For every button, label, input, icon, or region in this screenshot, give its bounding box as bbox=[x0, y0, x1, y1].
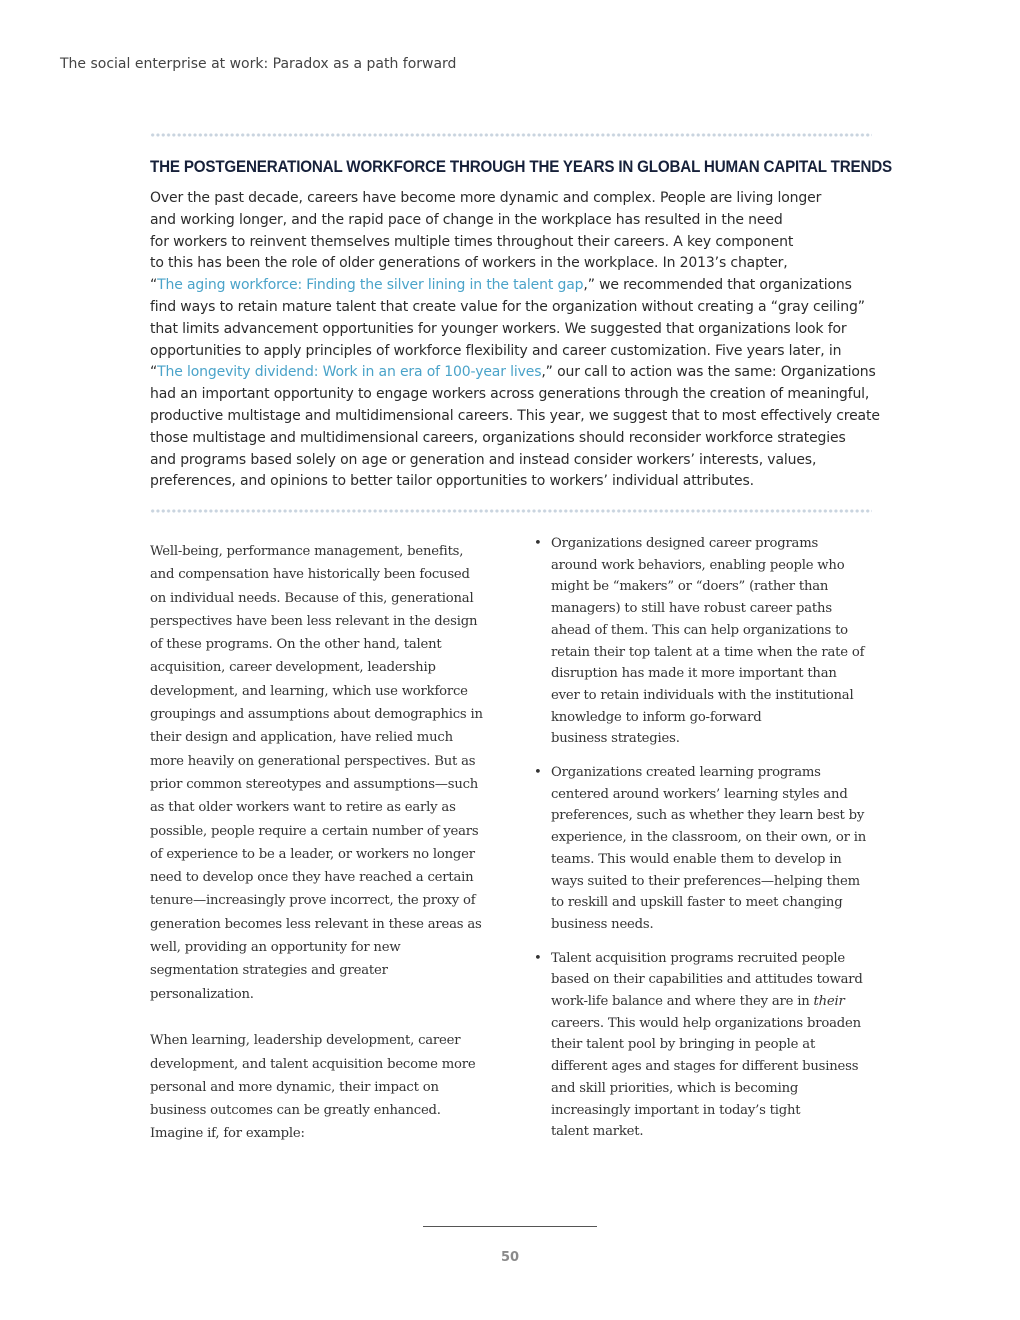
bullet-line: ever to retain individuals with the institutional bbox=[551, 687, 854, 703]
sidebar-line: preferences, and opinions to better tailor opportunities to workers’ individual attributes. bbox=[150, 473, 754, 490]
bullet-line: retain their top talent at a time when the rate of bbox=[551, 644, 865, 660]
sidebar-line: productive multistage and multidimensional careers. This year, we suggest that to most effectively create bbox=[150, 407, 880, 424]
body-line: generation becomes less relevant in these areas as bbox=[150, 916, 482, 932]
bullet-line: Organizations designed career programs bbox=[551, 536, 819, 551]
body-line: possible, people require a certain number of years bbox=[150, 823, 479, 839]
quote-open: “ bbox=[150, 277, 158, 294]
body-line: acquisition, career development, leadership bbox=[150, 660, 436, 676]
left-paragraph-2 bbox=[150, 1029, 490, 1145]
paragraph-gap bbox=[150, 1006, 490, 1029]
bullet-line: talent market. bbox=[551, 1124, 644, 1140]
body-line: of experience to be a leader, or workers no longer bbox=[150, 846, 475, 862]
bullet-line: disruption has made it more important than bbox=[551, 666, 837, 682]
body-line: perspectives have been less relevant in the design bbox=[150, 613, 478, 629]
quote-open: “ bbox=[150, 364, 158, 381]
body-line: as that older workers want to retire as early as bbox=[150, 800, 456, 816]
sidebar-top-divider bbox=[150, 133, 872, 137]
body-line: business outcomes can be greatly enhanced. bbox=[150, 1103, 441, 1119]
longevity-dividend-link[interactable]: The longevity dividend: Work in an era of 100-year lives bbox=[157, 364, 542, 381]
page-number: 50 bbox=[500, 1250, 520, 1265]
body-line: development, and talent acquisition become more bbox=[150, 1056, 476, 1072]
body-line: need to develop once they have reached a certain bbox=[150, 870, 474, 886]
body-line: of these programs. On the other hand, talent bbox=[150, 637, 442, 653]
body-line: Well-being, performance management, benefits, bbox=[150, 544, 464, 559]
bullet-line: business needs. bbox=[551, 916, 654, 932]
sidebar-line: and working longer, and the rapid pace of change in the workplace has resulted in the need bbox=[150, 211, 783, 228]
body-line: and compensation have historically been focused bbox=[150, 567, 470, 583]
sidebar-line: had an important opportunity to engage workers across generations through the creation of meaningful, bbox=[150, 386, 870, 403]
bullet-text: work-life balance and where they are in bbox=[551, 994, 814, 1010]
sidebar-line: Over the past decade, careers have become more dynamic and complex. People are living longer bbox=[150, 190, 822, 206]
body-line: more heavily on generational perspectives. But as bbox=[150, 753, 476, 769]
body-line: personal and more dynamic, their impact on bbox=[150, 1079, 439, 1095]
bullet-line: careers. This would help organizations broaden bbox=[551, 1015, 861, 1031]
sidebar-line: that limits advancement opportunities for younger workers. We suggested that organizations look for bbox=[150, 320, 847, 337]
body-line: personalization. bbox=[150, 986, 254, 1002]
body-line: groupings and assumptions about demographics in bbox=[150, 707, 483, 723]
bullet-line: around work behaviors, enabling people who bbox=[551, 557, 845, 573]
running-header-title: The social enterprise at work: Paradox as a path forward bbox=[60, 56, 457, 72]
bullet-line: and skill priorities, which is becoming bbox=[551, 1080, 799, 1096]
bullet-line: business strategies. bbox=[551, 731, 680, 747]
bullet-item-career-programs bbox=[534, 533, 874, 750]
footer-divider bbox=[423, 1226, 597, 1227]
body-line: tenure—increasingly prove incorrect, the proxy of bbox=[150, 893, 476, 909]
body-line: When learning, leadership development, career bbox=[150, 1033, 461, 1049]
left-paragraph-1 bbox=[150, 540, 490, 1006]
sidebar-line: and programs based solely on age or generation and instead consider workers’ interests, values, bbox=[150, 451, 817, 468]
bullet-line: increasingly important in today’s tight bbox=[551, 1102, 801, 1118]
bullet-item-learning-programs bbox=[534, 762, 874, 936]
body-line: segmentation strategies and greater bbox=[150, 963, 388, 979]
bullet-line: based on their capabilities and attitudes toward bbox=[551, 972, 863, 988]
bullet-line: experience, in the classroom, on their own, or in bbox=[551, 830, 867, 846]
right-column-bullet-list bbox=[534, 533, 874, 1155]
bullet-line bbox=[551, 991, 874, 1013]
bullet-icon: • bbox=[534, 765, 542, 781]
sidebar-line: for workers to reinvent themselves multiple times throughout their careers. A key component bbox=[150, 233, 794, 250]
sidebar-line: opportunities to apply principles of workforce flexibility and career customization. Five years later, in bbox=[150, 342, 842, 359]
body-line: on individual needs. Because of this, generational bbox=[150, 590, 474, 606]
sidebar-title: THE POSTGENERATIONAL WORKFORCE THROUGH THE YEARS IN GLOBAL HUMAN CAPITAL TRENDS bbox=[150, 158, 892, 176]
bullet-line: their talent pool by bringing in people at bbox=[551, 1037, 816, 1053]
sidebar-line-with-link bbox=[150, 362, 876, 384]
body-line: Imagine if, for example: bbox=[150, 1126, 305, 1142]
bullet-line: managers) to still have robust career paths bbox=[551, 601, 832, 617]
sidebar-line-with-link bbox=[150, 275, 872, 297]
bullet-line: teams. This would enable them to develop in bbox=[551, 851, 842, 867]
bullet-line: might be “makers” or “doers” (rather than bbox=[551, 579, 829, 595]
bullet-line: centered around workers’ learning styles and bbox=[551, 786, 848, 802]
left-column bbox=[150, 540, 490, 1146]
sidebar-text: ,” our call to action was the same: Organizations bbox=[541, 364, 876, 381]
sidebar-bottom-divider bbox=[150, 509, 872, 513]
bullet-line: ahead of them. This can help organizations to bbox=[551, 622, 848, 638]
aging-workforce-link[interactable]: The aging workforce: Finding the silver lining in the talent gap bbox=[157, 277, 584, 294]
bullet-item-talent-acquisition bbox=[534, 948, 874, 1143]
bullet-line: Organizations created learning programs bbox=[551, 765, 821, 781]
bullet-line: different ages and stages for different business bbox=[551, 1059, 859, 1075]
body-line: well, providing an opportunity for new bbox=[150, 940, 401, 956]
bullet-line: preferences, such as whether they learn best by bbox=[551, 808, 865, 824]
bullet-line: to reskill and upskill faster to meet changing bbox=[551, 895, 843, 911]
body-line: their design and application, have relied much bbox=[150, 730, 453, 746]
sidebar-line: to this has been the role of older generations of workers in the workplace. In 2013’s chapter, bbox=[150, 255, 788, 272]
italic-emphasis: their bbox=[813, 994, 845, 1010]
bullet-icon: • bbox=[534, 950, 542, 966]
sidebar-line: those multistage and multidimensional careers, organizations should reconsider workforce strategies bbox=[150, 429, 846, 446]
bullet-icon: • bbox=[534, 536, 542, 551]
body-line: development, and learning, which use workforce bbox=[150, 683, 468, 699]
bullet-line: knowledge to inform go-forward bbox=[551, 709, 762, 725]
body-line: prior common stereotypes and assumptions—such bbox=[150, 776, 479, 792]
sidebar-text: ,” we recommended that organizations bbox=[583, 277, 852, 294]
sidebar-line: find ways to retain mature talent that create value for the organization without creating a “gray ceiling” bbox=[150, 298, 865, 315]
sidebar-body bbox=[150, 188, 880, 493]
bullet-line: ways suited to their preferences—helping them bbox=[551, 873, 860, 889]
bullet-line: Talent acquisition programs recruited people bbox=[551, 950, 846, 966]
